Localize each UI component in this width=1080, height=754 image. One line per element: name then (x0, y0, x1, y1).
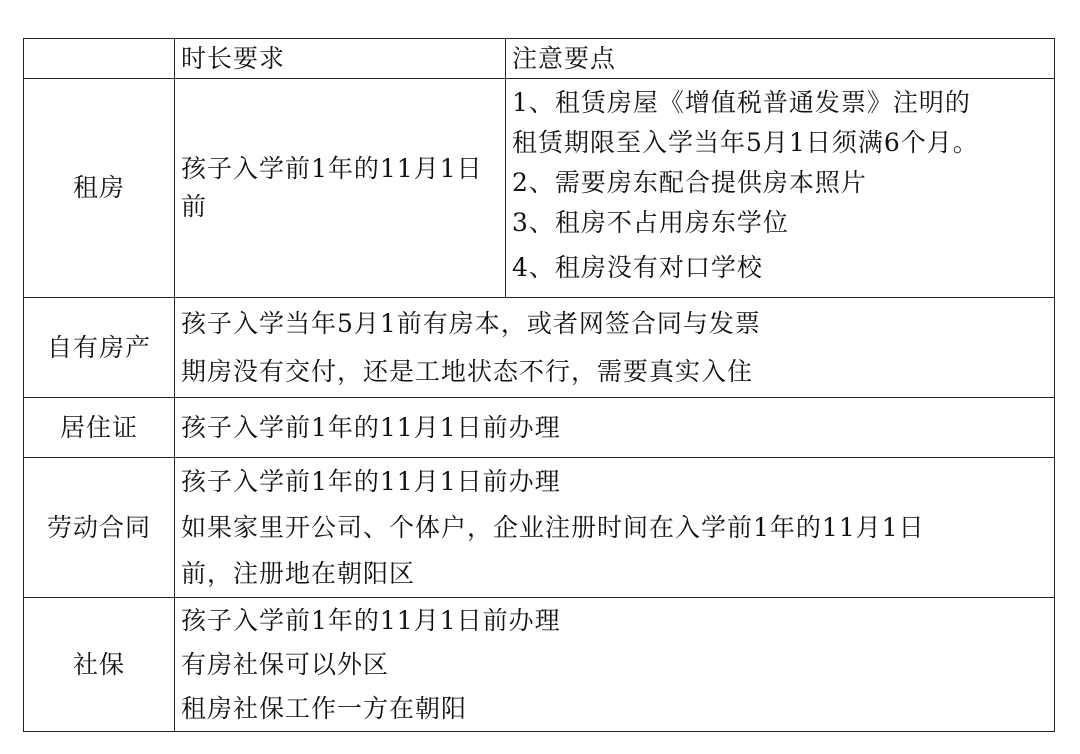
rental-notes-cell (506, 79, 1055, 298)
header-empty-cell (24, 39, 175, 79)
row-label-social-insurance: 社保 (24, 598, 175, 732)
owned-line-2: 期房没有交付，还是工地状态不行，需要真实入住 (181, 356, 754, 386)
row-label-labor-contract: 劳动合同 (24, 458, 175, 598)
table-row-labor-contract (24, 458, 1055, 598)
requirements-table (23, 38, 1055, 732)
rental-note-1a: 1、租赁房屋《增值税普通发票》注明的 (512, 88, 971, 117)
rental-note-3: 3、租房不占用房东学位 (512, 208, 789, 237)
social-insurance-line-1: 孩子入学前1年的11月1日前办理 (181, 605, 561, 635)
labor-contract-line-1: 孩子入学前1年的11月1日前办理 (181, 466, 561, 496)
social-insurance-content-cell (175, 598, 1055, 732)
table-row-social-insurance (24, 598, 1055, 732)
owned-line-1: 孩子入学当年5月1前有房本，或者网签合同与发票 (181, 308, 761, 338)
residence-permit-content-cell (175, 398, 1055, 458)
owned-content-cell (175, 298, 1055, 398)
social-insurance-line-3: 租房社保工作一方在朝阳 (181, 693, 468, 723)
table-row-rental (24, 79, 1055, 298)
rental-note-1b: 租赁期限至入学当年5月1日须满6个月。 (512, 128, 979, 157)
rental-duration-text: 孩子入学前1年的11月1日前 (181, 154, 483, 221)
table-row-owned (24, 298, 1055, 398)
rental-note-4: 4、租房没有对口学校 (512, 253, 763, 282)
row-label-residence-permit: 居住证 (24, 398, 175, 458)
table-row-residence-permit (24, 398, 1055, 458)
row-label-rental: 租房 (24, 79, 175, 298)
rental-note-2: 2、需要房东配合提供房本照片 (512, 168, 867, 197)
header-notes: 注意要点 (506, 39, 1055, 79)
social-insurance-line-2: 有房社保可以外区 (181, 649, 390, 679)
labor-contract-line-2: 如果家里开公司、个体户，企业注册时间在入学前1年的11月1日 (181, 512, 925, 542)
labor-contract-content-cell (175, 458, 1055, 598)
rental-duration-cell (175, 79, 506, 298)
header-row (24, 39, 1055, 79)
labor-contract-line-3: 前，注册地在朝阳区 (181, 558, 416, 588)
residence-permit-line-1: 孩子入学前1年的11月1日前办理 (181, 412, 561, 442)
header-duration: 时长要求 (175, 39, 506, 79)
row-label-owned: 自有房产 (24, 298, 175, 398)
